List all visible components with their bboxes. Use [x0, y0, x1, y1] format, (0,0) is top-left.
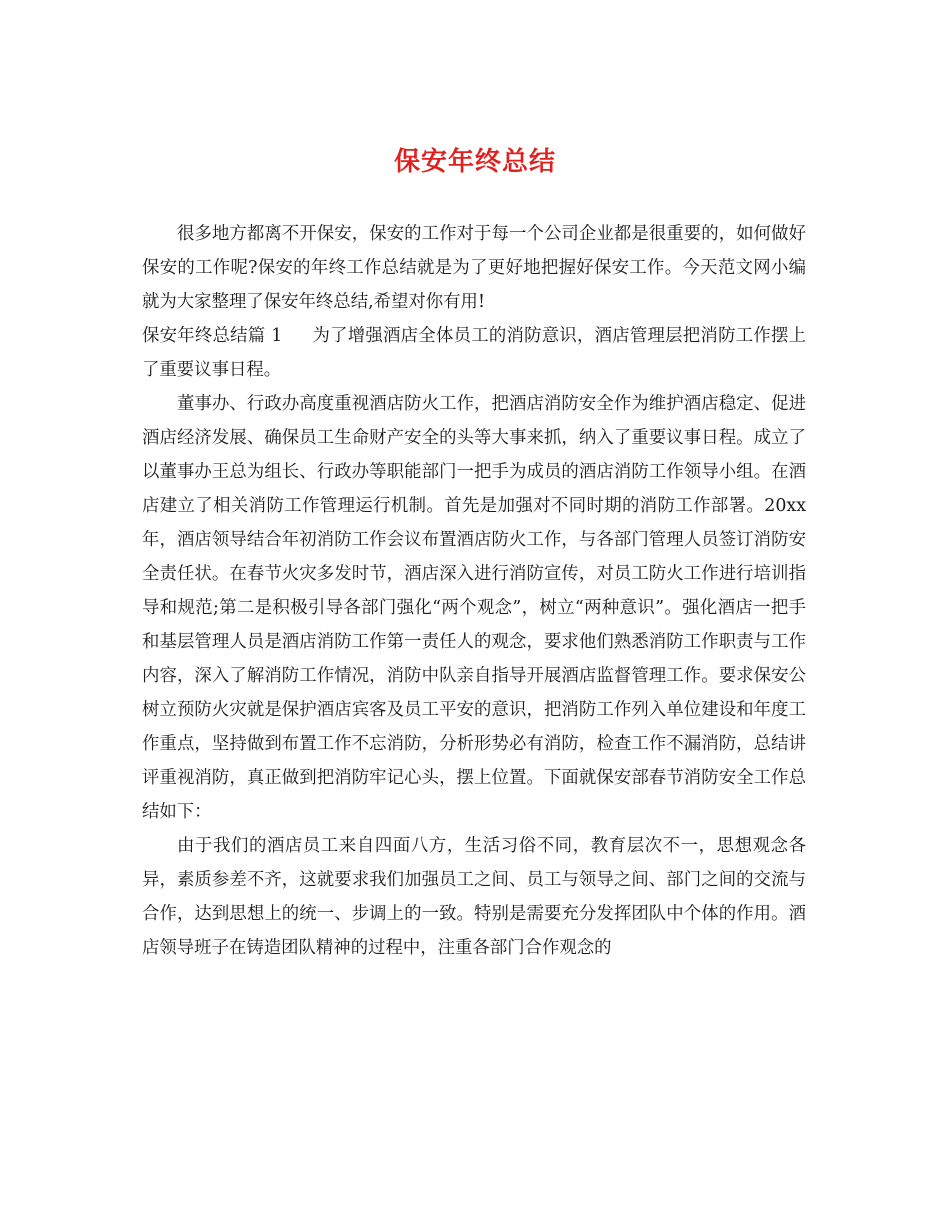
body-paragraph-2: 由于我们的酒店员工来自四面八方，生活习俗不同，教育层次不一，思想观念各异，素质参差不齐，这就要求我们加强员工之间、员工与领导之间、部门之间的交流与合作，达到思想上的统一、步调上的一致。特别是需要充分发挥团队中个体的作用。酒店领导班子在铸造团队精神的过程中，注重各部门合作观念的 [142, 836, 806, 958]
document-title: 保安年终总结 [393, 147, 556, 177]
section-heading-line [142, 319, 806, 387]
document-body [142, 217, 806, 965]
section-lead: 为了增强酒店全体员工的消防意识，酒店管理层把消防工作摆上了重要议事日程。 [142, 326, 806, 380]
section-label: 保安年终总结篇 1 [142, 326, 283, 346]
body-paragraph-1: 董事办、行政办高度重视酒店防火工作，把酒店消防安全作为维护酒店稳定、促进酒店经济发展、确保员工生命财产安全的头等大事来抓，纳入了重要议事日程。成立了以董事办王总为组长、行政办等职能部门一把手为成员的酒店消防工作领导小组。在酒店建立了相关消防工作管理运行机制。首先是加强对不同时期的消防工作部署。20xx 年，酒店领导结合年初消防工作会议布置酒店防火工作，与各部门管理人员签订消防安全责任状。在春节火灾多发时节，酒店深入进行消防宣传，对员工防火工作进行培训指导和规范;第二是积极引导各部门强化“两个观念”，树立“两种意识”。强化酒店一把手和基层管理人员是酒店消防工作第一责任人的观念，要求他们熟悉消防工作职责与工作内容，深入了解消防工作情况，消防中队亲自指导开展酒店监督管理工作。要求保安公树立预防火灾就是保护酒店宾客及员工平安的意识，把消防工作列入单位建设和年度工作重点，坚持做到布置工作不忘消防，分析形势必有消防，检查工作不漏消防，总结讲评重视消防，真正做到把消防牢记心头，摆上位置。下面就保安部春节消防安全工作总结如下： [142, 394, 806, 822]
intro-paragraph: 很多地方都离不开保安，保安的工作对于每一个公司企业都是很重要的，如何做好保安的工作呢?保安的年终工作总结就是为了更好地把握好保安工作。今天范文网小编就为大家整理了保安年终总结,希望对你有用! [142, 224, 806, 312]
